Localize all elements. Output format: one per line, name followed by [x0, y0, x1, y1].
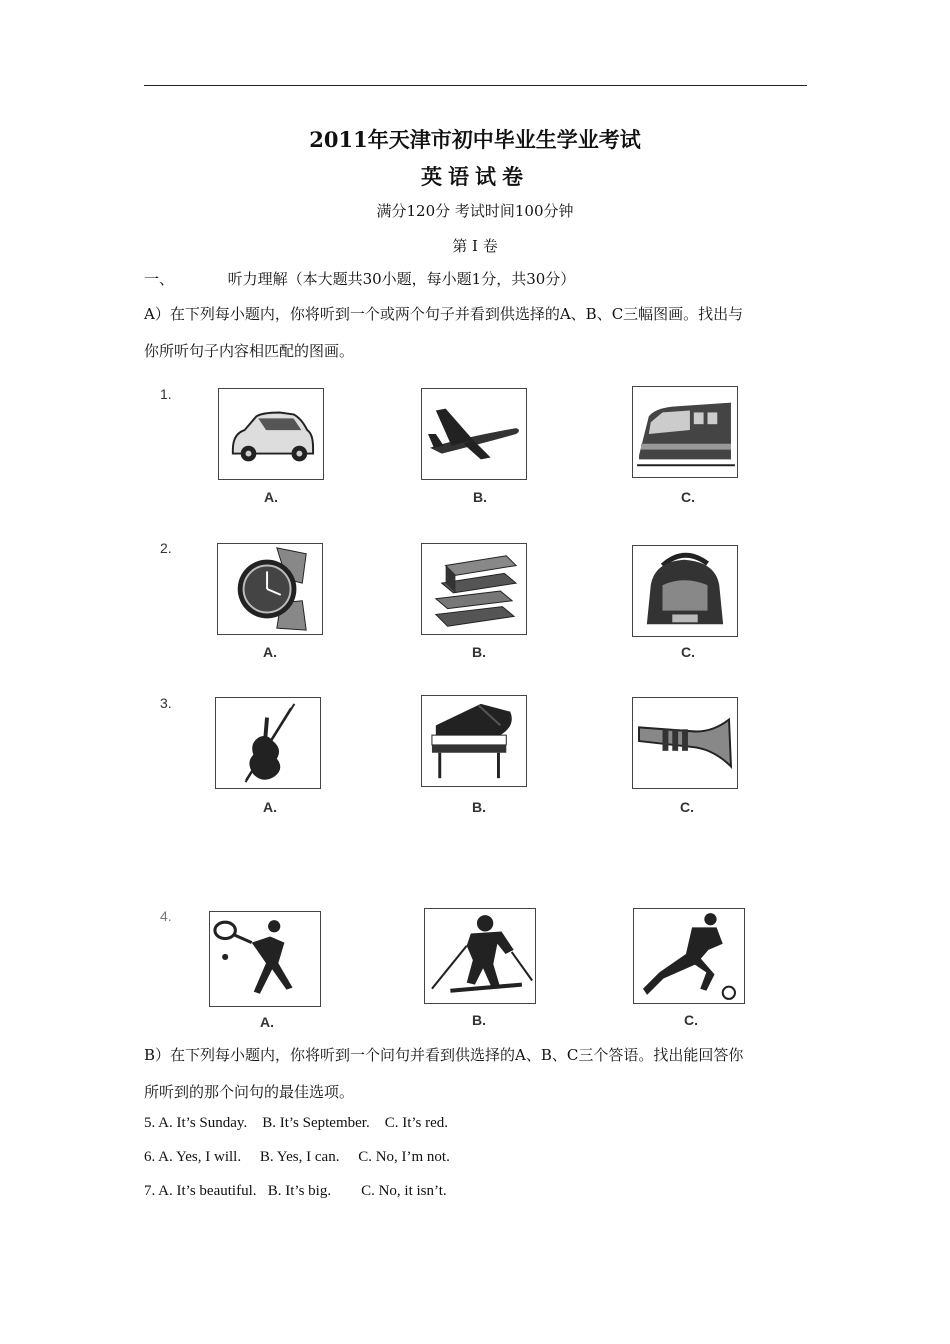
option-image-trumpet[interactable]	[632, 697, 738, 789]
option-image-watch[interactable]	[217, 543, 323, 635]
option-label: A.	[260, 1014, 274, 1030]
question-number: 1.	[160, 386, 172, 402]
car-icon	[219, 389, 323, 479]
option-label: A.	[263, 799, 277, 815]
piano-icon	[422, 696, 526, 786]
option-image-backpack[interactable]	[632, 545, 738, 637]
part-b-instructions-2: 所听到的那个问句的最佳选项。	[144, 1083, 355, 1101]
top-rule	[144, 85, 807, 86]
exam-title: 2011年天津市初中毕业生学业考试	[309, 127, 641, 152]
section-number: 一、	[144, 270, 175, 288]
watch-icon	[218, 544, 322, 634]
option-label: B.	[473, 489, 487, 505]
option-image-car[interactable]	[218, 388, 324, 480]
question-7: 7. A. It’s beautiful. B. It’s big. C. No, it isn’t.	[144, 1183, 447, 1199]
soccer-player-icon	[634, 909, 744, 1003]
part-a-instructions-2: 你所听句子内容相匹配的图画。	[144, 342, 355, 360]
option-image-soccer-player[interactable]	[633, 908, 745, 1004]
option-label: C.	[681, 489, 695, 505]
option-label: A.	[263, 644, 277, 660]
option-image-books[interactable]	[421, 543, 527, 635]
option-image-skier[interactable]	[424, 908, 536, 1004]
option-label: C.	[680, 799, 694, 815]
option-image-train[interactable]	[632, 386, 738, 478]
option-image-tennis-player[interactable]	[209, 911, 321, 1007]
airplane-icon	[422, 389, 526, 479]
option-image-piano[interactable]	[421, 695, 527, 787]
train-icon	[633, 387, 737, 477]
option-label: B.	[472, 644, 486, 660]
backpack-icon	[633, 546, 737, 636]
option-image-violin[interactable]	[215, 697, 321, 789]
part-b-instructions-1: B）在下列每小题内，你将听到一个问句并看到供选择的A、B、C三个答语。找出能回答你	[144, 1046, 744, 1064]
skier-icon	[425, 909, 535, 1003]
option-image-airplane[interactable]	[421, 388, 527, 480]
books-icon	[422, 544, 526, 634]
score-time-info: 满分120分 考试时间100分钟	[376, 202, 574, 220]
tennis-player-icon	[210, 912, 320, 1006]
section-title: 听力理解（本大题共30小题，每小题1分，共30分）	[227, 270, 576, 288]
paper-subtitle: 英语试卷	[421, 164, 529, 189]
option-label: B.	[472, 1012, 486, 1028]
question-5: 5. A. It’s Sunday. B. It’s September. C. It’s red.	[144, 1115, 449, 1131]
question-6: 6. A. Yes, I will. B. Yes, I can. C. No, I’m not.	[144, 1149, 450, 1165]
option-label: B.	[472, 799, 486, 815]
question-number: 2.	[160, 540, 172, 556]
volume-label: 第 I 卷	[452, 237, 498, 255]
option-label: C.	[681, 644, 695, 660]
question-number: 4.	[160, 908, 172, 924]
violin-icon	[216, 698, 320, 788]
trumpet-icon	[633, 698, 737, 788]
question-number: 3.	[160, 695, 172, 711]
option-label: C.	[684, 1012, 698, 1028]
part-a-instructions-1: A）在下列每小题内，你将听到一个或两个句子并看到供选择的A、B、C三幅图画。找出与	[144, 305, 744, 323]
option-label: A.	[264, 489, 278, 505]
section-heading	[144, 268, 575, 289]
